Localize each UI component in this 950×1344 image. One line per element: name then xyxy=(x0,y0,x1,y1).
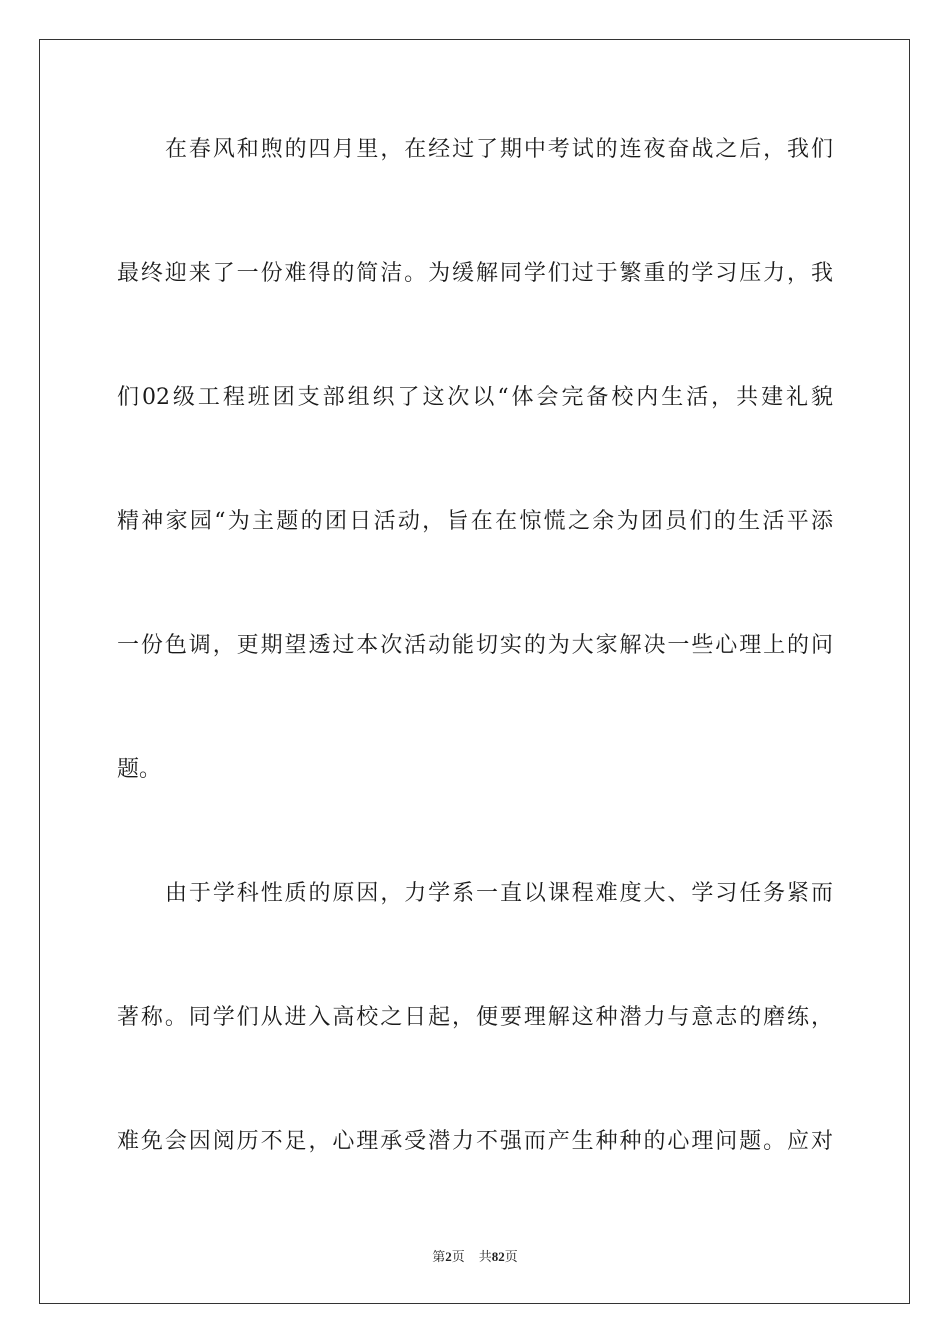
page-suffix: 页 xyxy=(451,1249,465,1264)
paragraph-2-line-1: 由于学科性质的原因，力学系一直以课程难度大、学习任务紧而 xyxy=(165,881,833,906)
total-suffix: 页 xyxy=(504,1249,518,1264)
paragraph-2-line-3: 难免会因阅历不足，心理承受潜力不强而产生种种的心理问题。应对 xyxy=(117,1129,833,1154)
paragraph-1-line-1: 在春风和煦的四月里，在经过了期中考试的连夜奋战之后，我们 xyxy=(165,137,833,162)
paragraph-1-line-6: 题。 xyxy=(117,757,162,782)
page-prefix: 第 xyxy=(432,1249,446,1264)
paragraph-1-line-2: 最终迎来了一份难得的简洁。为缓解同学们过于繁重的学习压力，我 xyxy=(117,261,833,286)
paragraph-1-line-3: 们02级工程班团支部组织了这次以“体会完备校内生活，共建礼貌 xyxy=(117,385,833,410)
total-pages: 82 xyxy=(491,1249,505,1264)
page-border xyxy=(39,39,910,1304)
page-footer xyxy=(0,1248,950,1266)
paragraph-1-line-5: 一份色调，更期望透过本次活动能切实的为大家解决一些心理上的问 xyxy=(117,633,833,658)
total-prefix: 共 xyxy=(478,1249,492,1264)
page-number: 2 xyxy=(445,1249,452,1264)
paragraph-2-line-2: 著称。同学们从进入高校之日起，便要理解这种潜力与意志的磨练， xyxy=(117,1005,833,1030)
paragraph-1-line-4: 精神家园“为主题的团日活动，旨在在惊慌之余为团员们的生活平添 xyxy=(117,509,833,534)
